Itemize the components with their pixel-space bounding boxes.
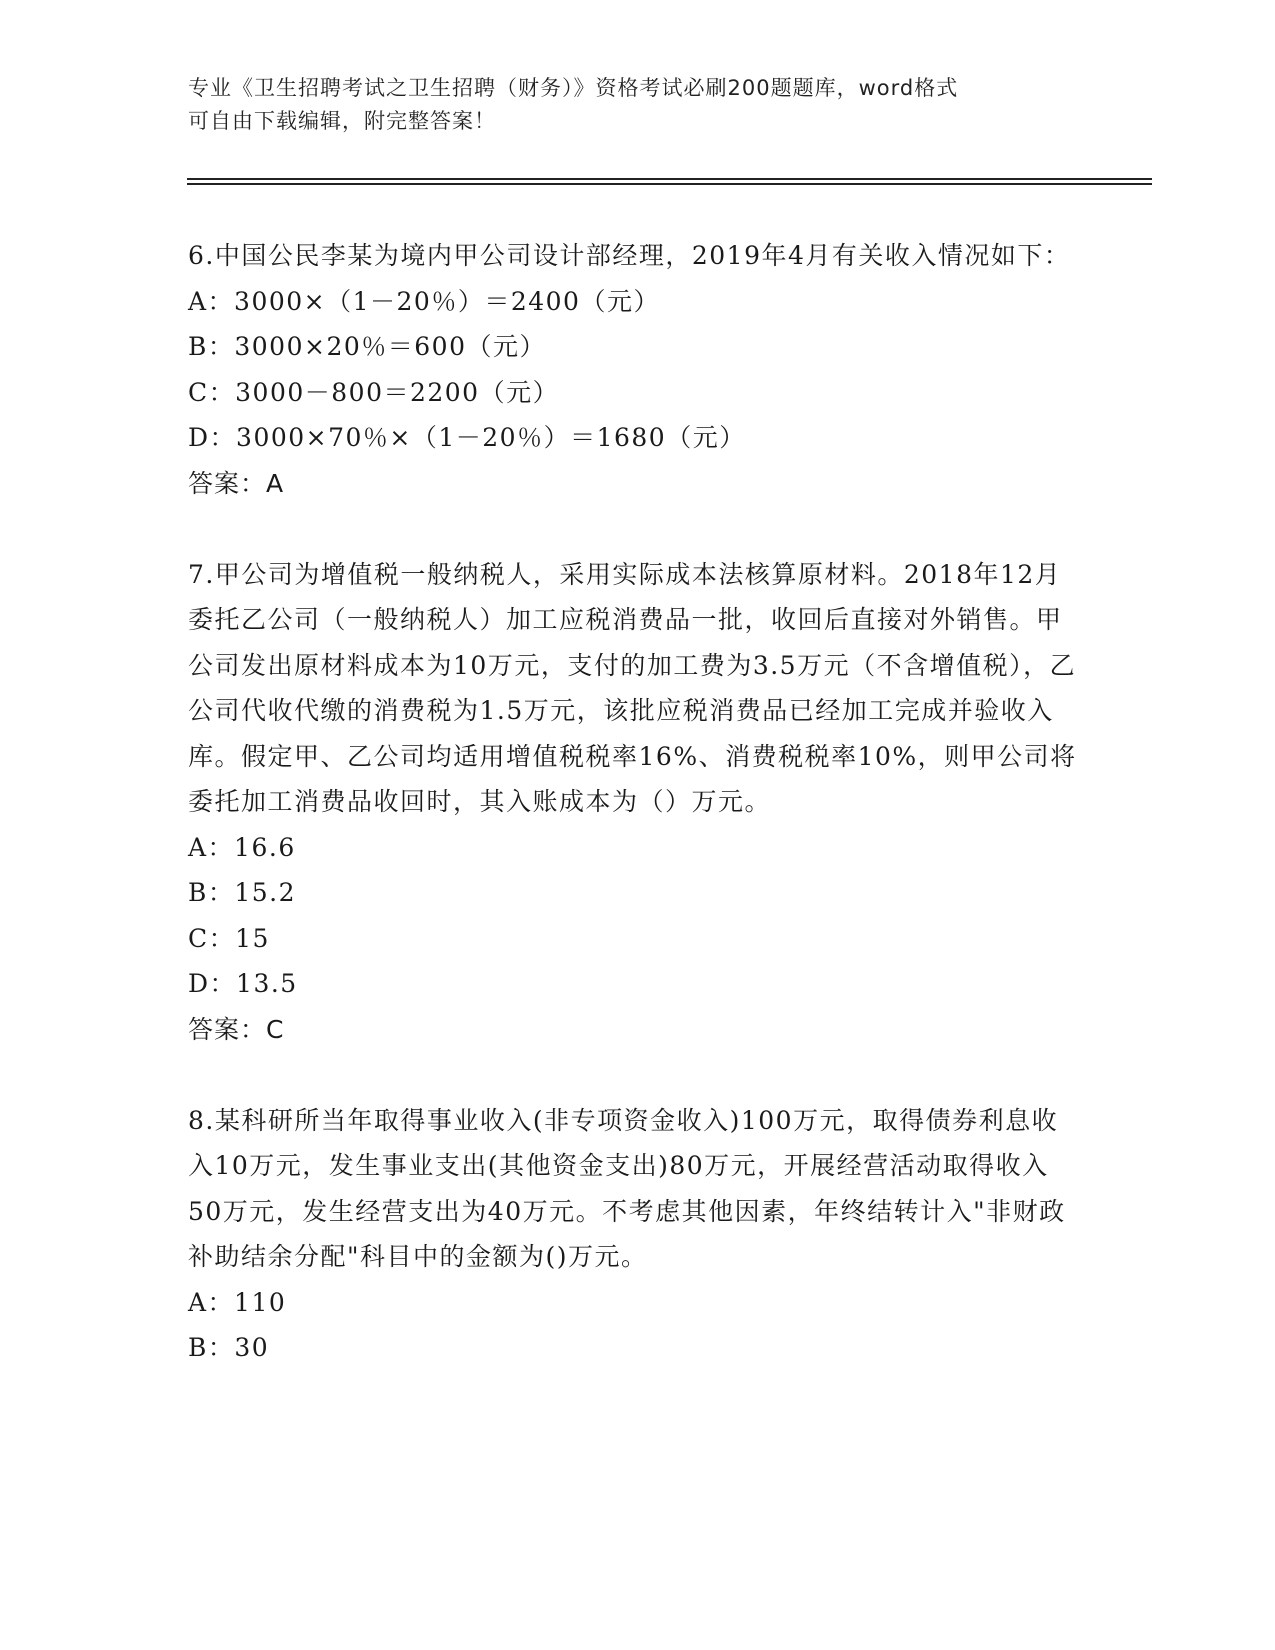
question-list xyxy=(188,233,1083,1371)
question-text: 7.甲公司为增值税一般纳税人，采用实际成本法核算原材料。2018年12月委托乙公司（一般纳税人）加工应税消费品一批，收回后直接对外销售。甲公司发出原材料成本为10万元，支付的加工费为3.5万元（不含增值税），乙公司代收代缴的消费税为1.5万元，该批应税消费品已经加工完成并验收入库。假定甲、乙公司均适用增值税税率16%、消费税税率10%，则甲公司将委托加工消费品收回时，其入账成本为（）万元。 xyxy=(188,559,1077,816)
header-divider-bottom xyxy=(187,183,1152,185)
option-b: B：15.2 xyxy=(188,878,297,907)
question-6 xyxy=(188,233,1083,506)
answer: 答案：A xyxy=(188,468,285,498)
question-spacer xyxy=(188,506,1083,552)
answer: 答案：C xyxy=(188,1014,285,1044)
option-c: C：15 xyxy=(188,923,270,953)
question-7 xyxy=(188,552,1083,1053)
option-c: C：3000－800＝2200（元） xyxy=(188,377,560,407)
question-text: 6.中国公民李某为境内甲公司设计部经理，2019年4月有关收入情况如下： xyxy=(188,241,1071,270)
option-b: B：30 xyxy=(188,1333,270,1362)
option-b: B：3000×20％＝600（元） xyxy=(188,332,546,361)
option-d: D：13.5 xyxy=(188,969,298,998)
option-d: D：3000×70％×（1－20％）＝1680（元） xyxy=(188,423,746,452)
option-a: A：110 xyxy=(188,1287,287,1317)
question-text: 8.某科研所当年取得事业收入(非专项资金收入)100万元，取得债券利息收入10万元，发生事业支出(其他资金支出)80万元，开展经营活动取得收入50万元，发生经营支出为40万元。不考虑其他因素，年终结转计入"非财政补助结余分配"科目中的金额为()万元。 xyxy=(188,1105,1066,1271)
option-a: A：16.6 xyxy=(188,832,296,862)
header-divider-top xyxy=(187,178,1152,180)
document-header xyxy=(188,72,1068,138)
question-spacer xyxy=(188,1052,1083,1098)
question-8 xyxy=(188,1098,1083,1371)
option-a: A：3000×（1－20％）＝2400（元） xyxy=(188,286,660,316)
header-line-1: 专业《卫生招聘考试之卫生招聘（财务）》资格考试必刷200题题库，word格式 xyxy=(188,76,959,100)
header-line-2: 可自由下载编辑，附完整答案！ xyxy=(188,109,496,133)
